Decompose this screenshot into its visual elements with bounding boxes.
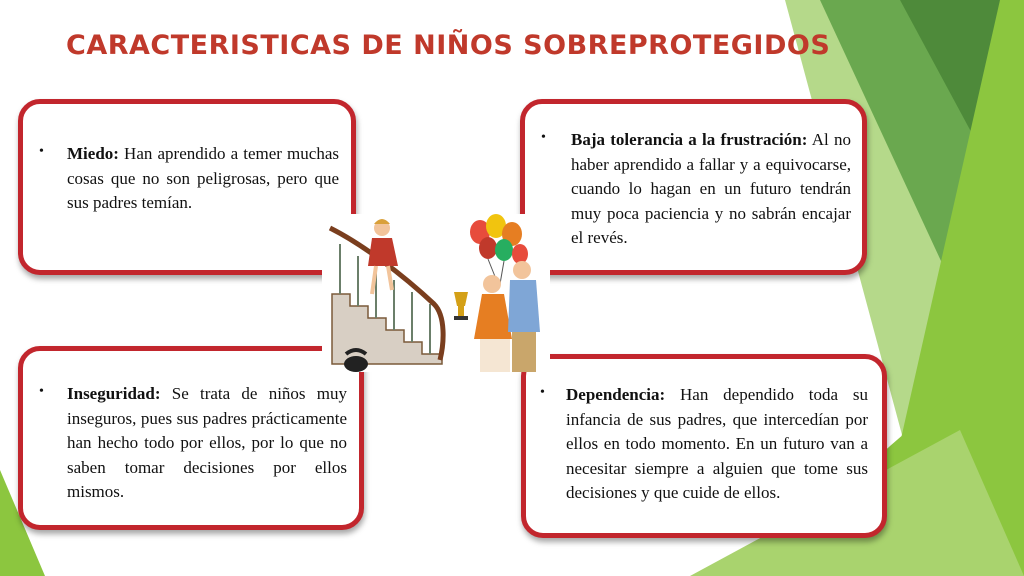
card-miedo (18, 99, 356, 275)
card-text (566, 383, 868, 506)
slide-title: CARACTERISTICAS DE NIÑOS SOBREPROTEGIDOS (66, 30, 831, 61)
card-description: Han aprendido a temer muchas cosas que no son peligrosas, pero que sus padres temían. (67, 144, 339, 212)
bullet: • (39, 144, 44, 159)
card-text (67, 382, 347, 505)
bullet: • (541, 130, 546, 145)
card-dependencia (521, 354, 887, 538)
card-description: Han dependido toda su infancia de sus padres, que intercedían por ellos en todo momento. En un futuro van a necesitar siempre a alguien que tome sus decisiones y que cuide de ellos. (566, 385, 868, 502)
family-staircase-illustration-icon (322, 214, 550, 372)
card-description: Se trata de niños muy inseguros, pues sus padres prácticamente han hecho todo por ellos, por lo que no saben tomar decisiones por ellos mismos. (67, 384, 347, 501)
card-term: Inseguridad: (67, 384, 161, 403)
card-description: Al no haber aprendido a fallar y a equivocarse, cuando lo hagan en un futuro tendrán muy poca paciencia y no sabrán encajar el revés. (571, 130, 851, 247)
card-baja-tolerancia (520, 99, 867, 275)
bullet: • (39, 384, 44, 399)
card-term: Dependencia: (566, 385, 666, 404)
card-inseguridad (18, 346, 364, 530)
card-term: Baja tolerancia a la frustración: (571, 130, 808, 149)
card-term: Miedo: (67, 144, 119, 163)
card-text (571, 128, 851, 251)
bullet: • (540, 385, 545, 400)
card-text (67, 142, 339, 216)
